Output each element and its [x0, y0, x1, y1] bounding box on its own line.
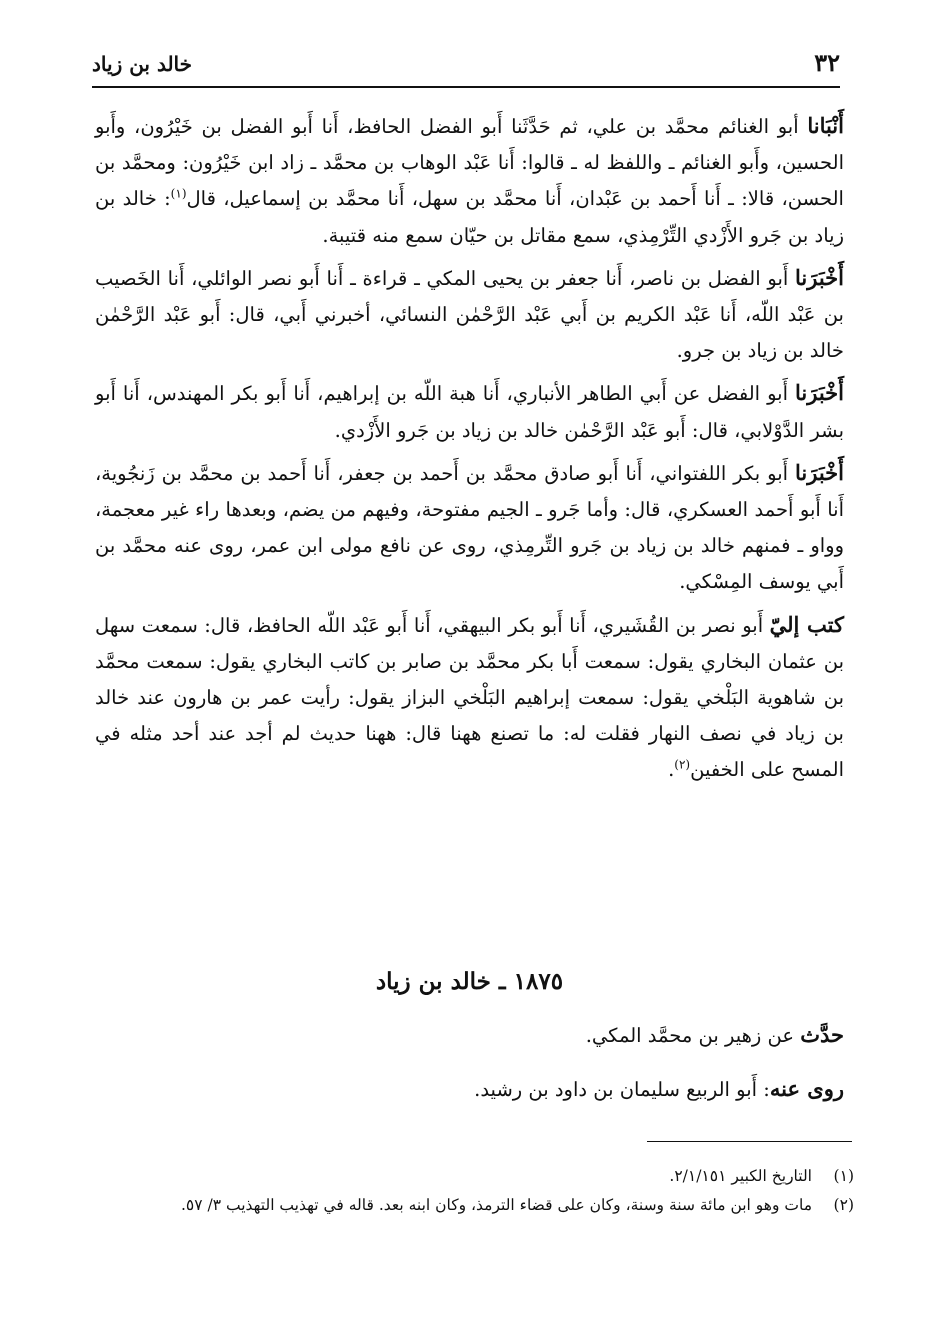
- paragraph-2: [95, 260, 844, 370]
- paragraph-lead: كتب إليّ: [769, 611, 844, 637]
- header-rule: [92, 86, 840, 88]
- footnote-text: مات وهو ابن مائة سنة وسنة، وكان على قضاء الترمذ، وكان ابنه بعد. قاله في تهذيب التهذيب ٣/ ٥٧.: [180, 1196, 812, 1214]
- entry-lead: حدَّث: [800, 1022, 844, 1047]
- footnote-rule: [647, 1141, 852, 1142]
- paragraph-text-after: : خالد بن زياد بن جَرو الأَزْدي التِّرْمِذي، سمع مقاتل بن حيّان سمع منه قتيبة.: [95, 187, 844, 247]
- paragraph-1: [95, 108, 844, 254]
- footnote-ref-2: (٢): [674, 757, 691, 772]
- footnote-text: التاريخ الكبير ٢/١/١٥١.: [669, 1167, 812, 1185]
- paragraph-5: [95, 607, 844, 789]
- footnote-number: (١): [833, 1167, 854, 1185]
- paragraph-text: أَبو نصر بن القُشَيري، أَنا أَبو بكر البيهقي، أَنا أَبو عَبْد اللّه الحافظ، قال: سمعت سهل بن عثمان البخاري يقول: سمعت أَبا بكر محمَّد بن صابر بن كاتب البخاري يقول: سمعت محمَّد بن شاهوية البَلْخي يقول: سمعت إبراهيم البَلْخي البزاز يقول: رأيت عمر بن هارون عند خالد بن زياد في نصف النهار فقلت له: ما تصنع ههنا قال: ههنا حديث لم أجد عند أحد مثله في المسح على الخفين: [95, 613, 844, 782]
- entry-text: : أَبو الربيع سليمان بن داود بن رشيد.: [474, 1078, 770, 1101]
- footnote-2: [100, 1191, 854, 1220]
- paragraph-lead: أَخْبَرَنا: [795, 459, 844, 485]
- paragraph-text: أَبو الفضل بن ناصر، أَنا جعفر بن يحيى المكي ـ قراءة ـ أَنا أَبو نصر الوائلي، أَنا الخَصيب بن عَبْد اللّه، أَنا عَبْد الكريم بن أَبي عَبْد الرَّحْمٰن النسائي، أخبرني أَبي، قال: أَبو عَبْد الرَّحْمٰن خالد بن زياد بن جرو.: [95, 266, 844, 363]
- paragraph-lead: أَنْبَانا: [807, 113, 844, 138]
- paragraph-text: أَبو الفضل عن أَبي الطاهر الأنباري، أَنا هبة اللّه بن إبراهيم، أَنا أَبو بكر المهندس، أَنا أَبو بشر الدَّوْلابي، قال: أَبو عَبْد الرَّحْمٰن خالد بن زياد بن جَرو الأَزْدي.: [95, 382, 844, 442]
- paragraph-text: أبو الغنائم محمَّد بن علي، ثم حَدَّثَنا أَبو الفضل الحافظ، أَنا أَبو الفضل بن خَيْرُون، وأَبو الحسين، وأَبو الغنائم ـ واللفظ له ـ قالوا: أَنا عَبْد الوهاب بن محمَّد ـ زاد ابن خَيْرُون: ومحمَّد بن الحسن، قالا: ـ أَنا أَحمد بن عَبْدان، أَنا محمَّد بن سهل، أَنا محمَّد بن إسماعيل، قال: [95, 115, 844, 211]
- footnote-number: (٢): [833, 1196, 854, 1214]
- footnotes: [100, 1162, 854, 1220]
- entry-line-narrators: [95, 1076, 844, 1101]
- paragraph-text: أَبو بكر اللفتواني، أَنا أَبو صادق محمَّد بن أَحمد بن جعفر، أَنا أَحمد بن محمَّد بن زَنجُوية، أَنا أَبو أَحمد العسكري، قال: وأما جَرو ـ الجيم مفتوحة، وفيهم من يضم، وبعدها راء غير معجمة، وواو ـ فمنهم خالد بن زياد بن جَرو التِّرمِذي، روى عن نافع مولى ابن عمر، روى عنه محمَّد بن أَبي يوسف المِسْكي.: [95, 461, 844, 594]
- entry-lead: روى عنه: [769, 1076, 844, 1101]
- running-title: خالد بن زياد: [92, 52, 192, 76]
- footnote-ref-1: (١): [170, 186, 187, 201]
- paragraph-text-after: .: [668, 758, 675, 782]
- page-header: [92, 44, 840, 88]
- paragraph-3: [95, 375, 844, 448]
- entry-line-narrated: [95, 1022, 844, 1047]
- entry-text: عن زهير بن محمَّد المكي.: [585, 1024, 801, 1047]
- footnote-1: [100, 1162, 854, 1191]
- paragraph-lead: أَخْبَرَنا: [795, 380, 844, 406]
- entry-title: ١٨٧٥ ـ خالد بن زياد: [375, 968, 564, 995]
- paragraph-lead: أَخْبَرَنا: [795, 264, 844, 290]
- paragraph-4: [95, 455, 844, 601]
- page-number: ٣٢: [814, 48, 840, 77]
- main-text: [95, 108, 844, 795]
